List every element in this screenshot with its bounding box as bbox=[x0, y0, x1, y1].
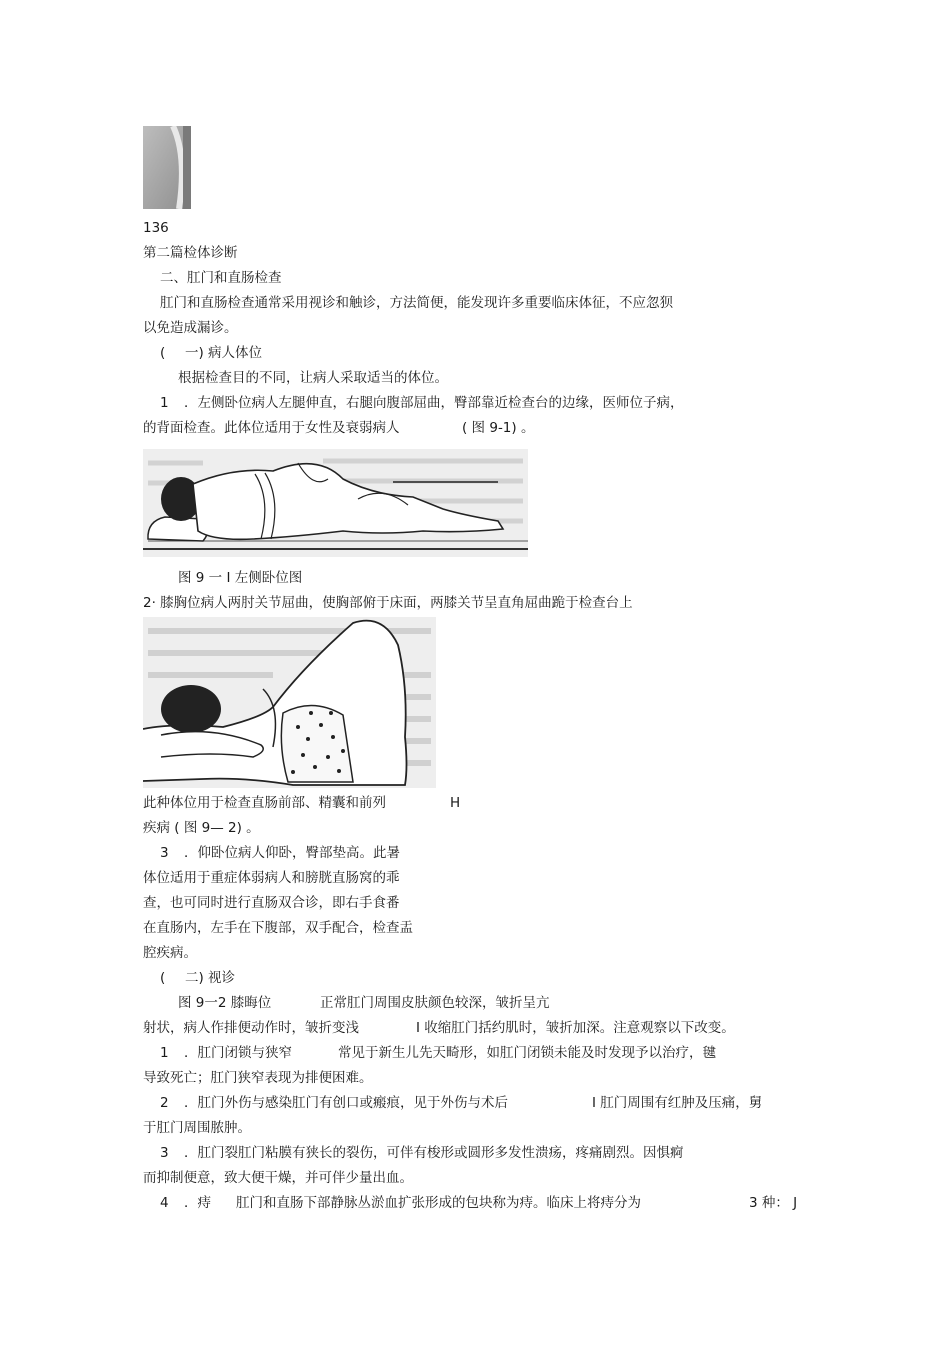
page-number: 136 bbox=[143, 220, 169, 236]
v3-line-1: ．肛门裂肛门粘膜有狭长的裂伤，可伴有梭形或圆形多发性溃疡，疼痛剧烈。因惧痾 bbox=[184, 1145, 684, 1161]
position-intro: 根据检查目的不同，让病人采取适当的体位。 bbox=[178, 370, 448, 386]
v2-line-2: 于肛门周围脓肿。 bbox=[143, 1120, 251, 1136]
intro-paragraph-line-2: 以免造成漏诊。 bbox=[143, 320, 238, 336]
corner-graphic bbox=[143, 126, 191, 209]
item-1-line-2: 的背面检查。此体位适用于女性及衰弱病人 bbox=[143, 420, 400, 436]
figure-knee-chest-position bbox=[143, 617, 436, 788]
section-title: 第二篇检体诊断 bbox=[143, 245, 238, 261]
v4-line-1-cont: 3 种： J bbox=[749, 1195, 798, 1211]
v1-title: ．肛门闭锁与狭窄 bbox=[184, 1045, 292, 1061]
figure-9-2-caption: 图 9一2 膝晦位 bbox=[178, 995, 272, 1011]
v2-line-1-cont: I 肛门周围有红肿及压痛，舅 bbox=[592, 1095, 763, 1111]
v4-line-1: 肛门和直肠下部静脉丛淤血扩张形成的包块称为痔。临床上将痔分为 bbox=[236, 1195, 641, 1211]
item-3-line-4: 在直肠内，左手在下腹部，双手配合，检查盂 bbox=[143, 920, 413, 936]
subheading-inspection: 二) 视诊 bbox=[185, 970, 236, 986]
item-3-line-3: 查，也可同时进行直肠双合诊，即右手食番 bbox=[143, 895, 400, 911]
item-3-number: 3 bbox=[160, 845, 169, 861]
item-2-line-3: 疾病 ( 图 9— 2) 。 bbox=[143, 820, 260, 836]
item-2-line-1: 2· 膝胸位病人两肘关节屈曲，使胸部俯于床面，两膝关节呈直角屈曲跪于检查台上 bbox=[143, 595, 633, 611]
item-2-stray-mark: H bbox=[450, 795, 461, 811]
v2-line-1: ．肛门外伤与感染肛门有创口或瘢痕，见于外伤与术后 bbox=[184, 1095, 508, 1111]
v1-line-1: 常见于新生儿先天畸形，如肛门闭锁未能及时发现予以治疗，毽 bbox=[338, 1045, 716, 1061]
figure-left-lateral-position bbox=[143, 449, 528, 557]
v2-number: 2 bbox=[160, 1095, 169, 1111]
subheading-1-paren: ( bbox=[160, 345, 166, 361]
inspection-line-2: 射状，病人作排便动作时，皱折变浅 bbox=[143, 1020, 359, 1036]
heading-anal-rectal-exam: 二、肛门和直肠检查 bbox=[160, 270, 282, 286]
item-1-figure-ref: ( 图 9-1) 。 bbox=[462, 420, 535, 436]
inspection-line-2-cont: I 收缩肛门括约肌时，皱折加深。注意观察以下改变。 bbox=[416, 1020, 735, 1036]
item-3-line-2: 体位适用于重症体弱病人和膀胱直肠窝的乖 bbox=[143, 870, 400, 886]
v4-title: ．痔 bbox=[184, 1195, 211, 1211]
v1-number: 1 bbox=[160, 1045, 169, 1061]
v4-number: 4 bbox=[160, 1195, 169, 1211]
inspection-line-1: 正常肛门周围皮肤颜色较深，皱折呈亢 bbox=[320, 995, 550, 1011]
figure-9-1-caption: 图 9 一 I 左侧卧位图 bbox=[178, 570, 303, 586]
subheading-patient-position: 一) 病人体位 bbox=[185, 345, 263, 361]
intro-paragraph-line-1: 肛门和直肠检查通常采用视诊和触诊，方法简便，能发现许多重要临床体征，不应忽狈 bbox=[160, 295, 673, 311]
item-1-number: 1 bbox=[160, 395, 169, 411]
item-3-line-1: ．仰卧位病人仰卧，臀部垫高。此暑 bbox=[184, 845, 400, 861]
v3-line-2: 而抑制便意，致大便干燥，并可伴少量出血。 bbox=[143, 1170, 413, 1186]
item-1-line-1: ．左侧卧位病人左腿伸直，右腿向腹部屈曲，臀部靠近检查台的边缘，医师位子病， bbox=[184, 395, 684, 411]
v3-number: 3 bbox=[160, 1145, 169, 1161]
v1-line-2: 导致死亡；肛门狭窄表现为排便困难。 bbox=[143, 1070, 373, 1086]
item-3-line-5: 腔疾病。 bbox=[143, 945, 197, 961]
subheading-2-paren: ( bbox=[160, 970, 166, 986]
item-2-line-2: 此种体位用于检查直肠前部、精囊和前列 bbox=[143, 795, 386, 811]
